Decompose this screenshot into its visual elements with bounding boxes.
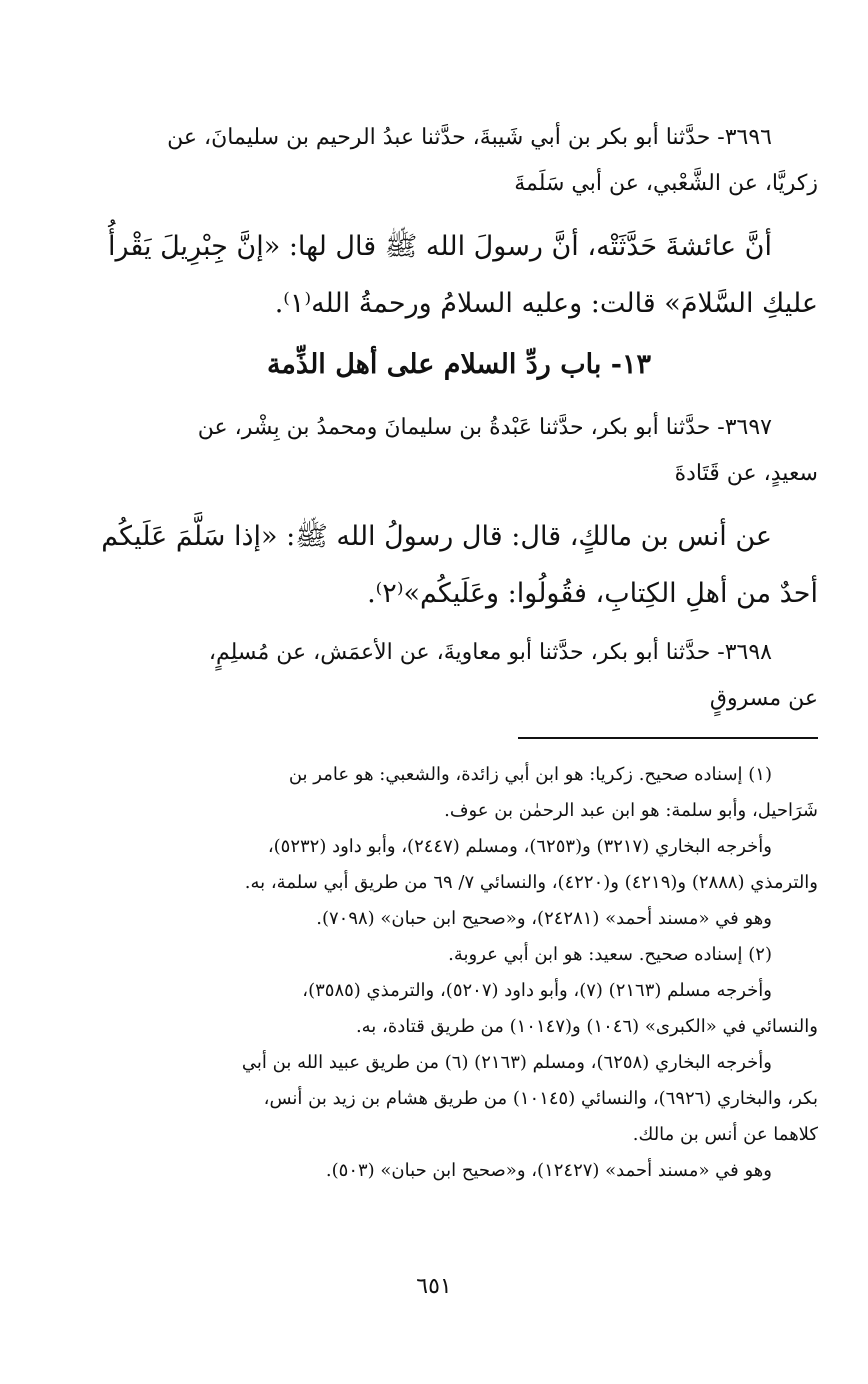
text-line: ٣٦٩٦- حدَّثنا أبو بكر بن أبي شَيبةَ، حدَّثنا عبدُ الرحيم بن سليمانَ، عن — [167, 125, 772, 150]
footnotes — [100, 757, 818, 1189]
footnote-line: وأخرجه البخاري (٦٢٥٨)، ومسلم (٢١٦٣) (٦) من طريق عبيد الله بن أبي — [241, 1052, 772, 1073]
text-line: أحدٌ من أهلِ الكِتابِ، فقُولُوا: وعَلَيكُم»⁽٢⁾. — [367, 578, 818, 609]
text-line: عليكِ السَّلامَ» قالت: وعليه السلامُ ورحمةُ الله⁽١⁾. — [274, 288, 818, 319]
chapter-heading: ١٣- باب ردِّ السلام على أهل الذِّمة — [266, 349, 652, 380]
hadith-3697-isnad — [100, 405, 818, 497]
footnote-line: وأخرجه البخاري (٣٢١٧) و(٦٢٥٣)، ومسلم (٢٤٤٧)، وأبو داود (٥٢٣٢)، — [267, 836, 772, 857]
footnote-separator — [518, 737, 818, 739]
page-number: ٦٥١ — [416, 1274, 452, 1299]
text-line: أنَّ عائشةَ حَدَّثَتْه، أنَّ رسولَ الله ﷺ قال لها: «إنَّ جِبْرِيلَ يَقْرأُ — [107, 231, 772, 262]
text-line: سعيدٍ، عن قَتَادةَ — [674, 461, 818, 486]
footnote-line: (١) إسناده صحيح. زكريا: هو ابن أبي زائدة، والشعبي: هو عامر بن — [288, 764, 772, 785]
text-line: عن أنس بن مالكٍ، قال: قال رسولُ الله ﷺ: «إذا سَلَّمَ عَلَيكُم — [101, 521, 772, 552]
text-line: عن مسروقٍ — [709, 686, 818, 711]
text-line: زكريَّا، عن الشَّعْبي، عن أبي سَلَمةَ — [514, 171, 818, 196]
footnote-line: والترمذي (٢٨٨٨) و(٤٢١٩) و(٤٢٢٠)، والنسائي ٧/ ٦٩ من طريق أبي سلمة، به. — [244, 872, 818, 893]
hadith-3696-matn — [100, 218, 818, 332]
hadith-3696-isnad — [100, 115, 818, 207]
footnote-line: وهو في «مسند أحمد» (١٢٤٢٧)، و«صحيح ابن حبان» (٥٠٣). — [325, 1160, 772, 1181]
footnote-line: بكر، والبخاري (٦٩٢٦)، والنسائي (١٠١٤٥) من طريق هشام بن زيد بن أنس، — [263, 1088, 818, 1109]
footnote-line: شَرَاحيل، وأبو سلمة: هو ابن عبد الرحمٰن بن عوف. — [444, 800, 818, 821]
text-line: ٣٦٩٧- حدَّثنا أبو بكر، حدَّثنا عَبْدةُ بن سليمانَ ومحمدُ بن بِشْر، عن — [197, 415, 772, 440]
footnote-line: (٢) إسناده صحيح. سعيد: هو ابن أبي عروبة. — [448, 944, 772, 965]
footnote-line: والنسائي في «الكبرى» (١٠٤٦) و(١٠١٤٧) من طريق قتادة، به. — [355, 1016, 818, 1037]
footnote-line: كلاهما عن أنس بن مالك. — [632, 1124, 818, 1145]
text-line: ٣٦٩٨- حدَّثنا أبو بكر، حدَّثنا أبو معاويةَ، عن الأعمَش، عن مُسلِمٍ، — [208, 640, 772, 665]
hadith-3698-isnad — [100, 630, 818, 722]
footnote-line: وهو في «مسند أحمد» (٢٤٢٨١)، و«صحيح ابن حبان» (٧٠٩٨). — [316, 908, 772, 929]
hadith-3697-matn — [100, 508, 818, 622]
footnote-line: وأخرجه مسلم (٢١٦٣) (٧)، وأبو داود (٥٢٠٧)، والترمذي (٣٥٨٥)، — [302, 980, 772, 1001]
